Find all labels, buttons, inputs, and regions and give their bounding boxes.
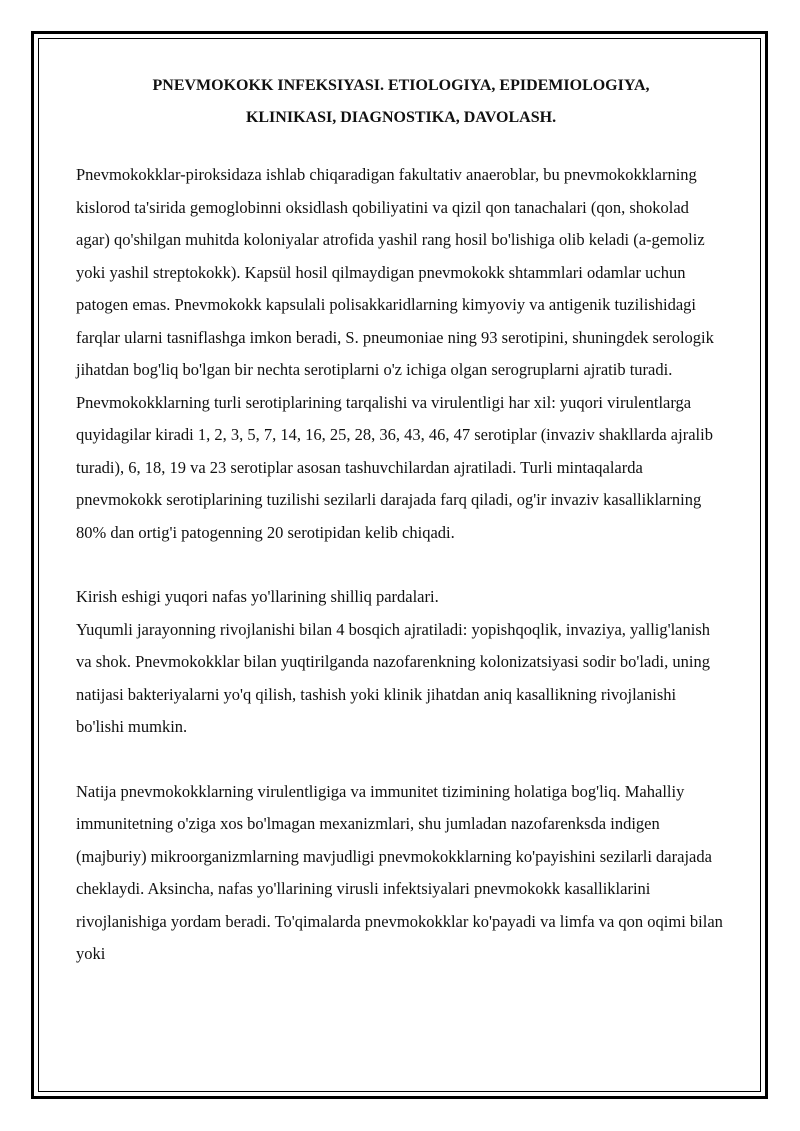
paragraph-gap xyxy=(76,744,726,776)
document-title xyxy=(76,70,726,134)
title-line-2: KLINIKASI, DIAGNOSTIKA, DAVOLASH. xyxy=(245,109,557,126)
paragraph-stages: Yuqumli jarayonning rivojlanishi bilan 4 bosqich ajratiladi: yopishqoqlik, invaziya, yallig'lanish va shok. Pnevmokokklar bilan yuqtirilganda nazofarenkning kolonizatsiyasi sodir bo'ladi, uning natijasi bakteriyalarni yo'q qilish, tashish yoki klinik jihatdan aniq kasallikning rivojlanishi bo'lishi mumkin. xyxy=(76,619,711,736)
paragraph-gap xyxy=(76,549,726,581)
paragraph-outcome: Natija pnevmokokklarning virulentligiga va immunitet tizimining holatiga bog'liq. Mahalliy immunitetning o'ziga xos bo'lmagan mexanizmlari, shu jumladan nazofarenksda indigen (majburiy) mikroorganizmlarning mavjudligi pnevmokokklarning ko'payishini sezilarli darajada cheklaydi. Aksincha, nafas yo'llarining virusli infektsiyalari pnevmokokk kasalliklarini rivojlanishiga yordam beradi. To'qimalarda pnevmokokklar ko'payadi va limfa va qon oqimi bilan yoki xyxy=(76,781,723,963)
title-line-1: PNEVMOKOKK INFEKSIYASI. ETIOLOGIYA, EPIDEMIOLOGIYA, xyxy=(152,77,650,94)
paragraph-etiology: Pnevmokokklar-piroksidaza ishlab chiqaradigan fakultativ anaeroblar, bu pnevmokokklarning kislorod ta'sirida gemoglobinni oksidlash qobiliyatini va qizil qon tanachalari (qon, shokolad agar) qo'shilgan muhitda koloniyalar atrofida yashil rang hosil bo'lishiga olib keladi (a-gemoliz yoki yashil streptokokk). Kapsül hosil qilmaydigan pnevmokokk shtammlari odamlar uchun patogen emas. Pnevmokokk kapsulali polisakkaridlarning kimyoviy va antigenik tuzilishidagi farqlar ularni tasniflashga imkon beradi, S. pneumoniae ning 93 serotipini, shuningdek serologik jihatdan bog'liq bo'lgan bir nechta serotiplarni o'z ichiga olgan serogruplarni ajratib turadi. Pnevmokokklarning turli serotiplarining tarqalishi va virulentligi har xil: yuqori virulentlarga quyidagilar kiradi 1, 2, 3, 5, 7, 14, 16, 25, 28, 36, 43, 46, 47 serotiplar (invaziv shakllarda ajralib turadi), 6, 18, 19 va 23 serotiplar asosan tashuvchilardan ajratiladi. Turli mintaqalarda pnevmokokk serotiplarining tuzilishi sezilarli darajada farq qiladi, og'ir invaziv kasalliklarning 80% dan ortig'i patogenning 20 serotipidan kelib chiqadi. xyxy=(76,165,714,542)
document-body xyxy=(76,70,726,971)
paragraph-entry-gate: Kirish eshigi yuqori nafas yo'llarining shilliq pardalari. xyxy=(76,587,439,606)
